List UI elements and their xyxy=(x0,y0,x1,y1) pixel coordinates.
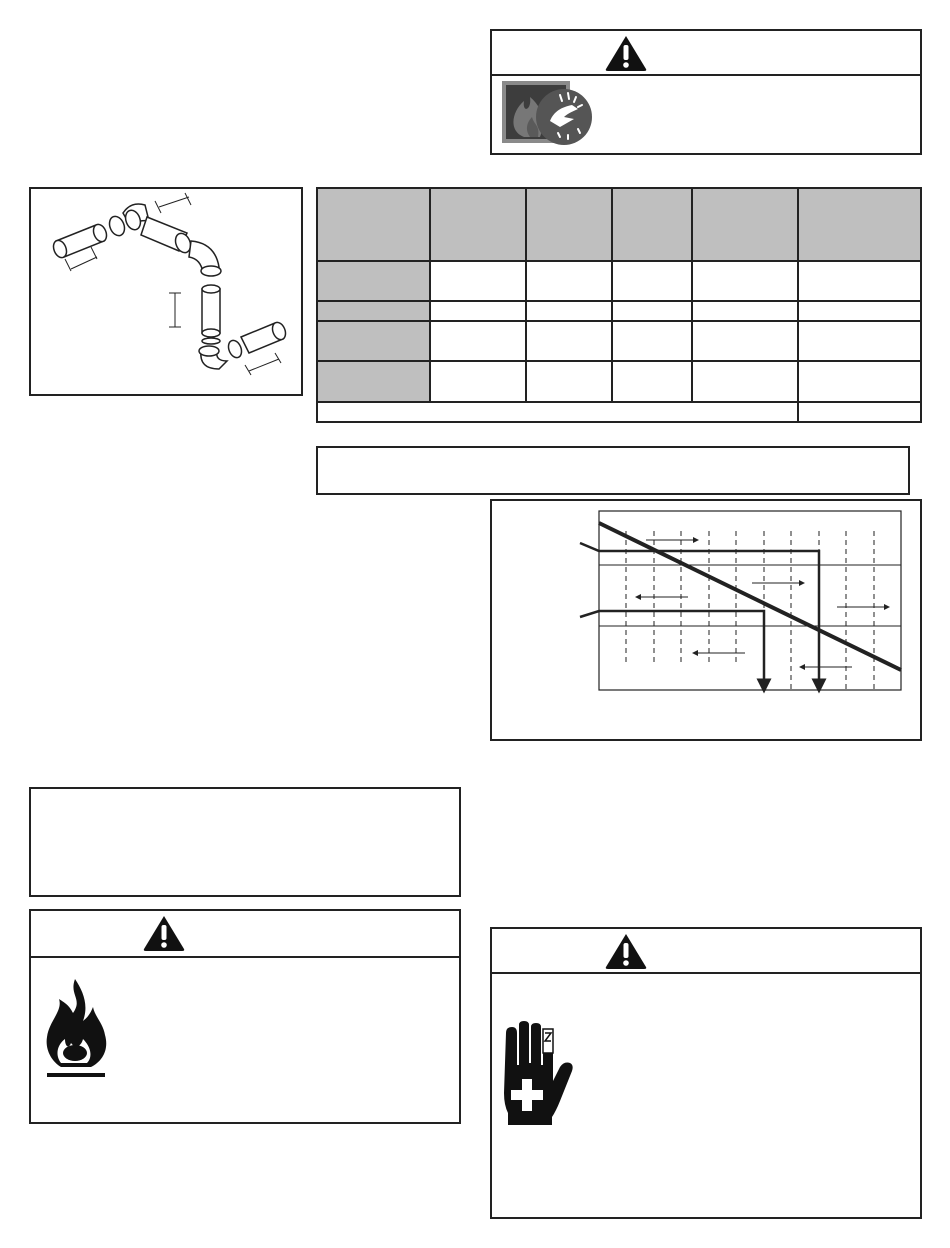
table-header-cell xyxy=(798,188,921,261)
table-header-cell xyxy=(430,188,525,261)
table-cell xyxy=(526,321,612,361)
table-row xyxy=(317,261,921,301)
vent-pipe-assembly-diagram xyxy=(31,189,301,394)
table-header-cell xyxy=(692,188,797,261)
table-header-cell xyxy=(526,188,612,261)
table-row xyxy=(317,301,921,321)
table-footer-cell xyxy=(317,402,798,422)
table-footer-cell xyxy=(798,402,921,422)
hot-surface-warning-box xyxy=(490,29,922,155)
table-cell xyxy=(526,301,612,321)
table-header-cell xyxy=(317,188,430,261)
warning-header xyxy=(492,929,920,974)
table-cell xyxy=(692,261,797,301)
table-cell xyxy=(612,361,692,401)
table-cell xyxy=(692,301,797,321)
table-cell xyxy=(612,321,692,361)
table-cell xyxy=(612,261,692,301)
table-cell xyxy=(692,321,797,361)
flame-icon xyxy=(39,977,113,1081)
chart-plot-area xyxy=(599,511,901,690)
table-cell xyxy=(798,301,921,321)
table-header-row xyxy=(317,188,921,261)
table-cell xyxy=(430,321,525,361)
hot-surface-burn-icon xyxy=(502,81,594,147)
row-header-cell xyxy=(317,301,430,321)
table-cell xyxy=(612,301,692,321)
table-cell xyxy=(526,361,612,401)
vent-length-chart xyxy=(492,501,920,739)
table-cell xyxy=(798,261,921,301)
notice-box xyxy=(29,787,461,897)
hand-first-aid-icon xyxy=(500,1021,576,1127)
vent-pipe-diagram-box xyxy=(29,187,303,396)
first-aid-warning-box xyxy=(490,927,922,1219)
row-header-cell xyxy=(317,321,430,361)
table-cell xyxy=(430,301,525,321)
table-row xyxy=(317,321,921,361)
vent-length-table xyxy=(316,187,922,423)
table-row xyxy=(317,361,921,401)
alert-triangle-icon xyxy=(604,932,648,970)
warning-header xyxy=(31,911,459,958)
row-header-cell xyxy=(317,361,430,401)
alert-triangle-icon xyxy=(604,34,648,72)
table-cell xyxy=(798,321,921,361)
table-cell xyxy=(526,261,612,301)
table-cell xyxy=(798,361,921,401)
table-header-cell xyxy=(612,188,692,261)
fire-hazard-warning-box xyxy=(29,909,461,1124)
alert-triangle-icon xyxy=(142,914,186,952)
table-cell xyxy=(430,361,525,401)
table-cell xyxy=(692,361,797,401)
table-footer-row xyxy=(317,402,921,422)
warning-header xyxy=(492,31,920,76)
table-cell xyxy=(430,261,525,301)
note-box xyxy=(316,446,910,495)
row-header-cell xyxy=(317,261,430,301)
vent-length-chart-box xyxy=(490,499,922,741)
